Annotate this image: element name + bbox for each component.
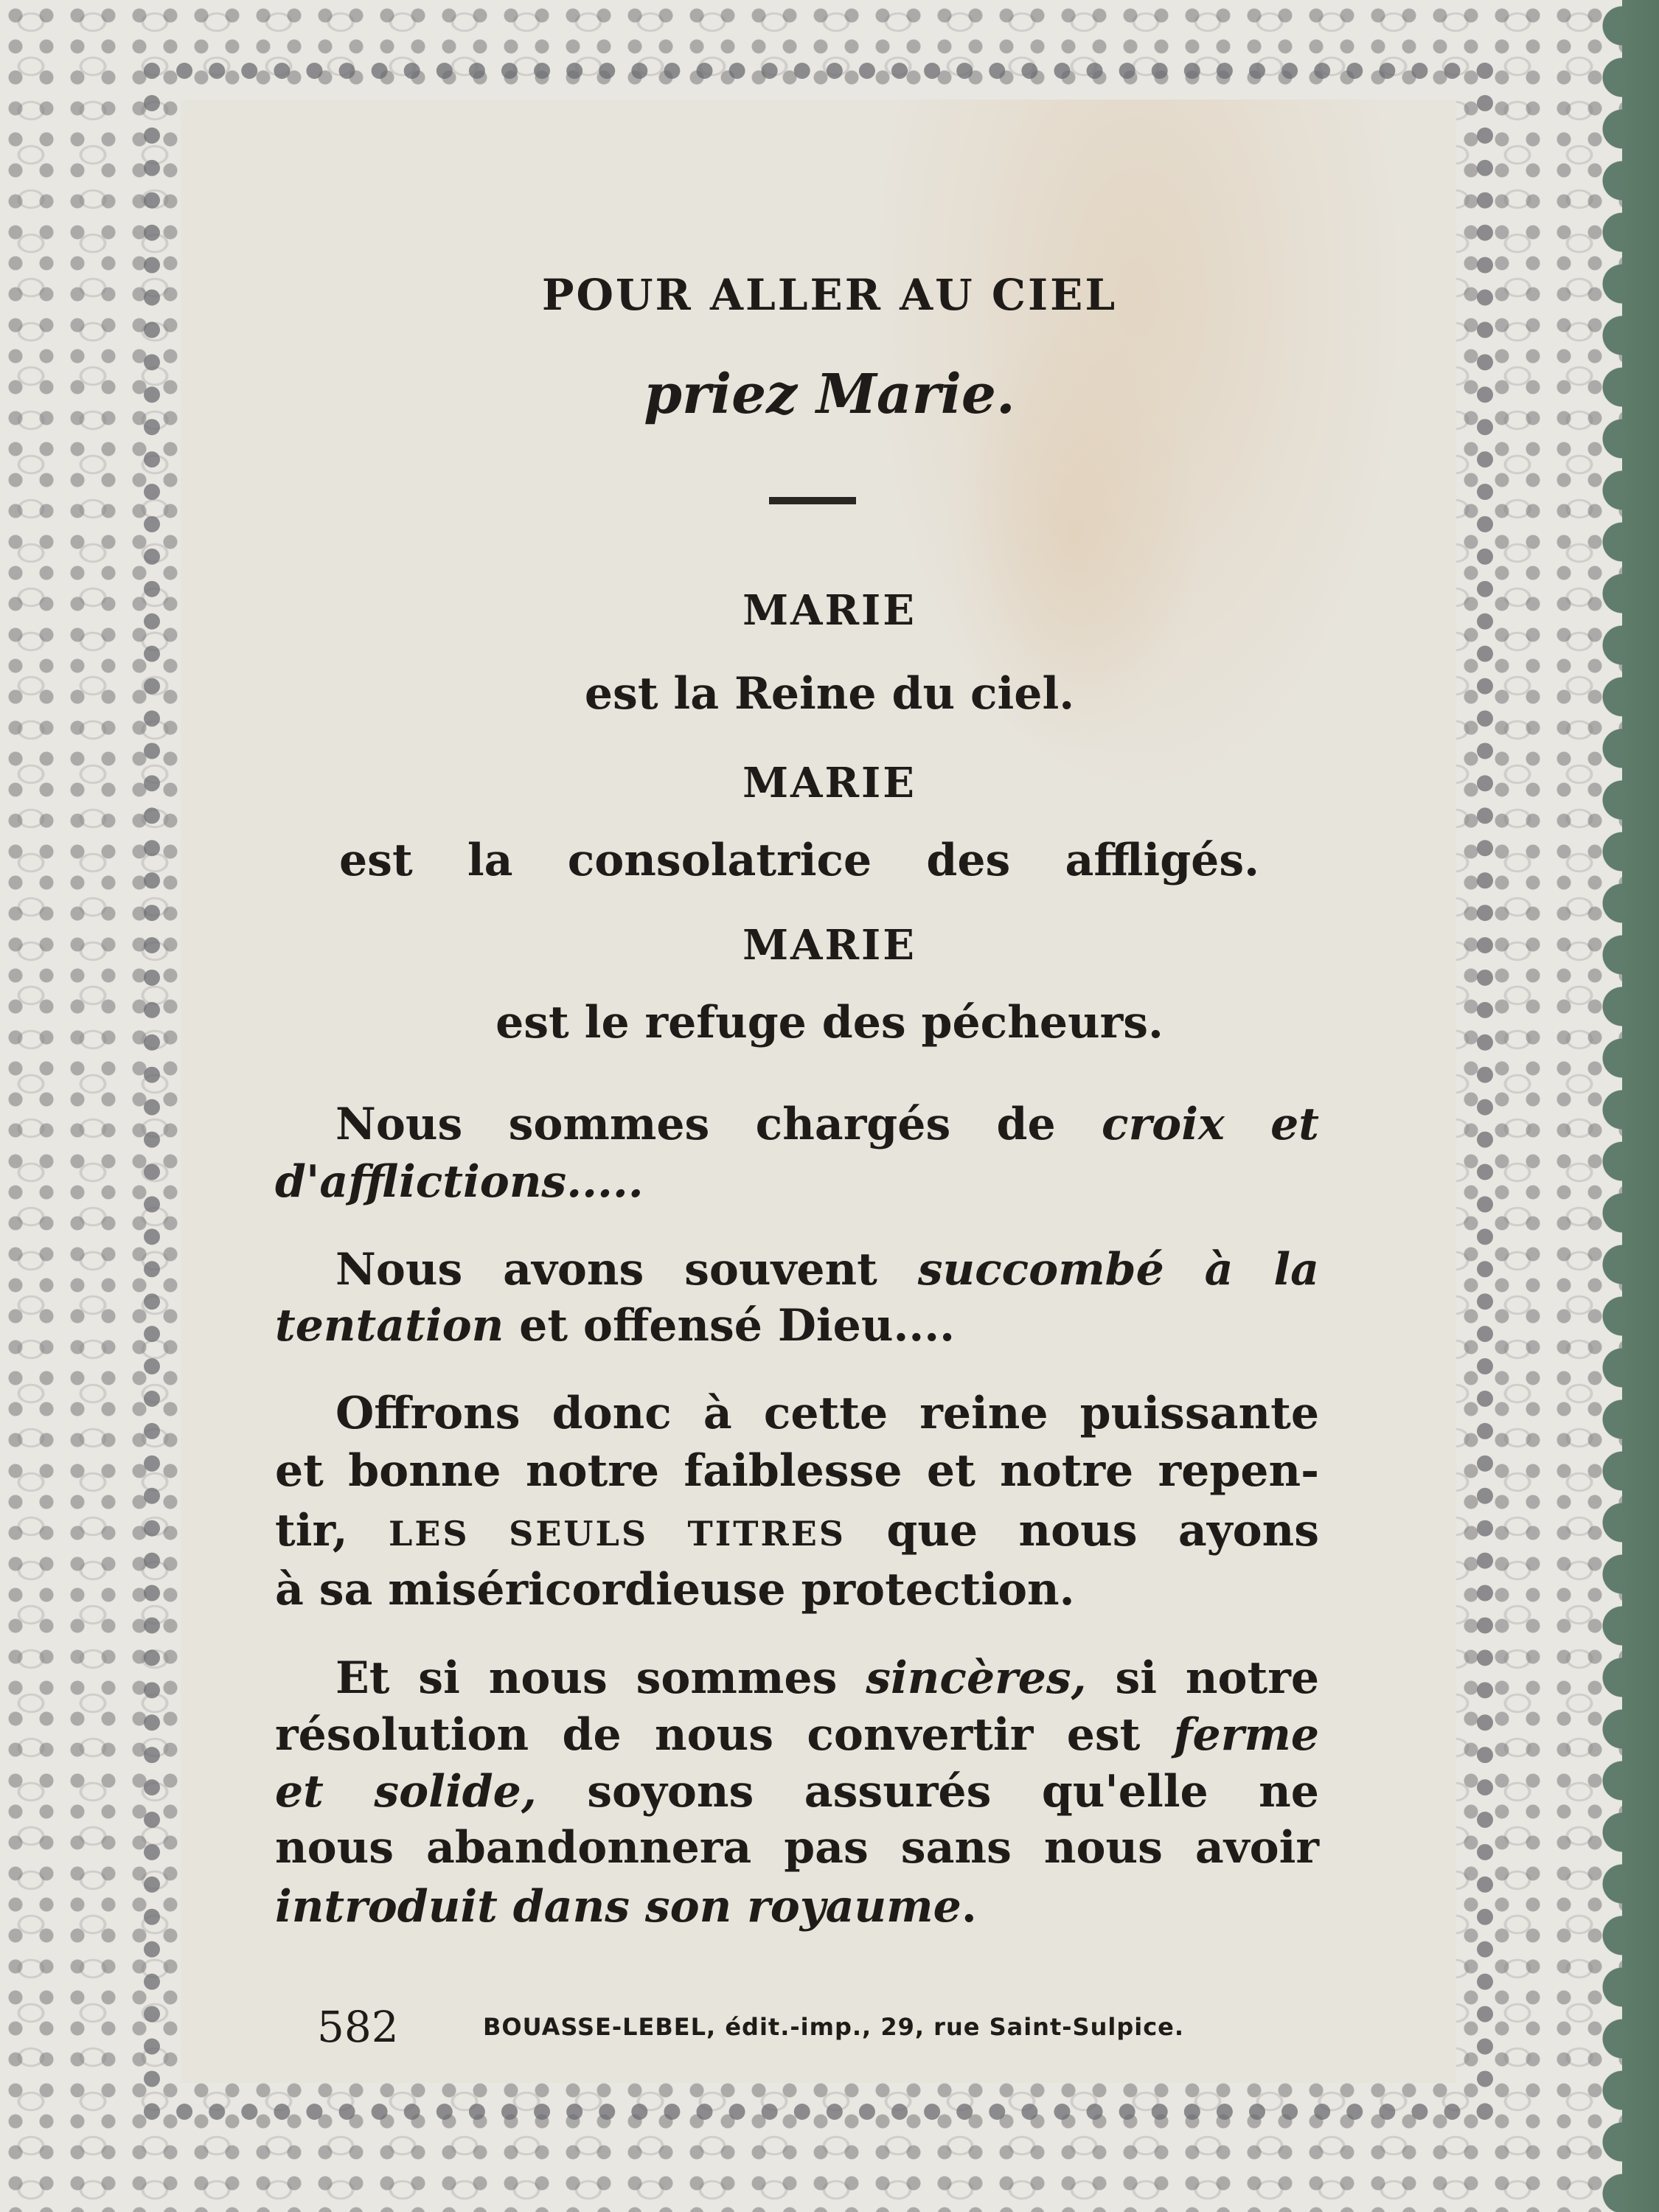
italic-text: tentation: [275, 1300, 504, 1352]
paragraph-4-line: [275, 1877, 977, 1936]
litany-text: est la consolatrice des affligés.: [339, 835, 1259, 886]
litany-text: est la Reine du ciel.: [584, 668, 1075, 720]
paragraph-2-line: [275, 1296, 955, 1355]
paragraph-3-line: [275, 1501, 1319, 1563]
paragraph-4-line: [275, 1705, 1319, 1764]
litany-name: MARIE: [742, 921, 917, 970]
text: Nous sommes chargés de: [335, 1099, 1056, 1150]
card-title: POUR ALLER AU CIEL: [541, 270, 1118, 320]
paragraph-4-line: nous abandonnera pas sans nous avoir: [275, 1822, 1319, 1874]
litany-name: MARIE: [742, 759, 917, 807]
litany-text: est le refuge des pécheurs.: [495, 997, 1164, 1048]
italic-text: succombé à la: [917, 1244, 1319, 1295]
lace-scalloped-edge: [1578, 0, 1622, 2212]
paragraph-4-line: [335, 1649, 1319, 1708]
italic-text: croix et: [1102, 1099, 1319, 1150]
small-caps-text: LES SEULS TITRES: [389, 1514, 846, 1554]
publisher-imprint: BOUASSE-LEBEL, édit.-imp., 29, rue Saint-Sulpice.: [483, 2013, 1185, 2041]
italic-text: et solide,: [275, 1766, 537, 1818]
litany-name: MARIE: [742, 586, 917, 635]
paragraph-3-line: à sa miséricordieuse protection.: [275, 1564, 1075, 1615]
text: si notre: [1115, 1652, 1320, 1704]
card-subtitle: priez Marie.: [644, 363, 1015, 426]
card-number: 582: [317, 2002, 399, 2052]
text: tir,: [275, 1505, 348, 1557]
text: résolution de nous convertir est: [275, 1709, 1141, 1761]
paragraph-2-line: [335, 1240, 1319, 1299]
italic-text: ferme: [1173, 1709, 1319, 1761]
paragraph-4-line: [275, 1762, 1319, 1821]
text: .: [961, 1881, 977, 1933]
divider-dash: [769, 497, 856, 504]
paragraph-3-line: et bonne notre faiblesse et notre repen-: [275, 1445, 1319, 1497]
text: Nous avons souvent: [335, 1244, 877, 1295]
text: Et si nous sommes: [335, 1652, 838, 1704]
italic-text: introduit dans son royaume: [275, 1881, 961, 1933]
paragraph-1-line: d'afflictions.....: [275, 1156, 644, 1208]
paragraph-3-line: Offrons donc à cette reine puissante: [335, 1388, 1319, 1439]
text: que nous ayons: [886, 1505, 1319, 1557]
italic-text: sincères,: [866, 1652, 1087, 1704]
paragraph-1-line: [335, 1095, 1319, 1154]
text: et offensé Dieu....: [519, 1300, 956, 1352]
text: soyons assurés qu'elle ne: [587, 1766, 1319, 1818]
